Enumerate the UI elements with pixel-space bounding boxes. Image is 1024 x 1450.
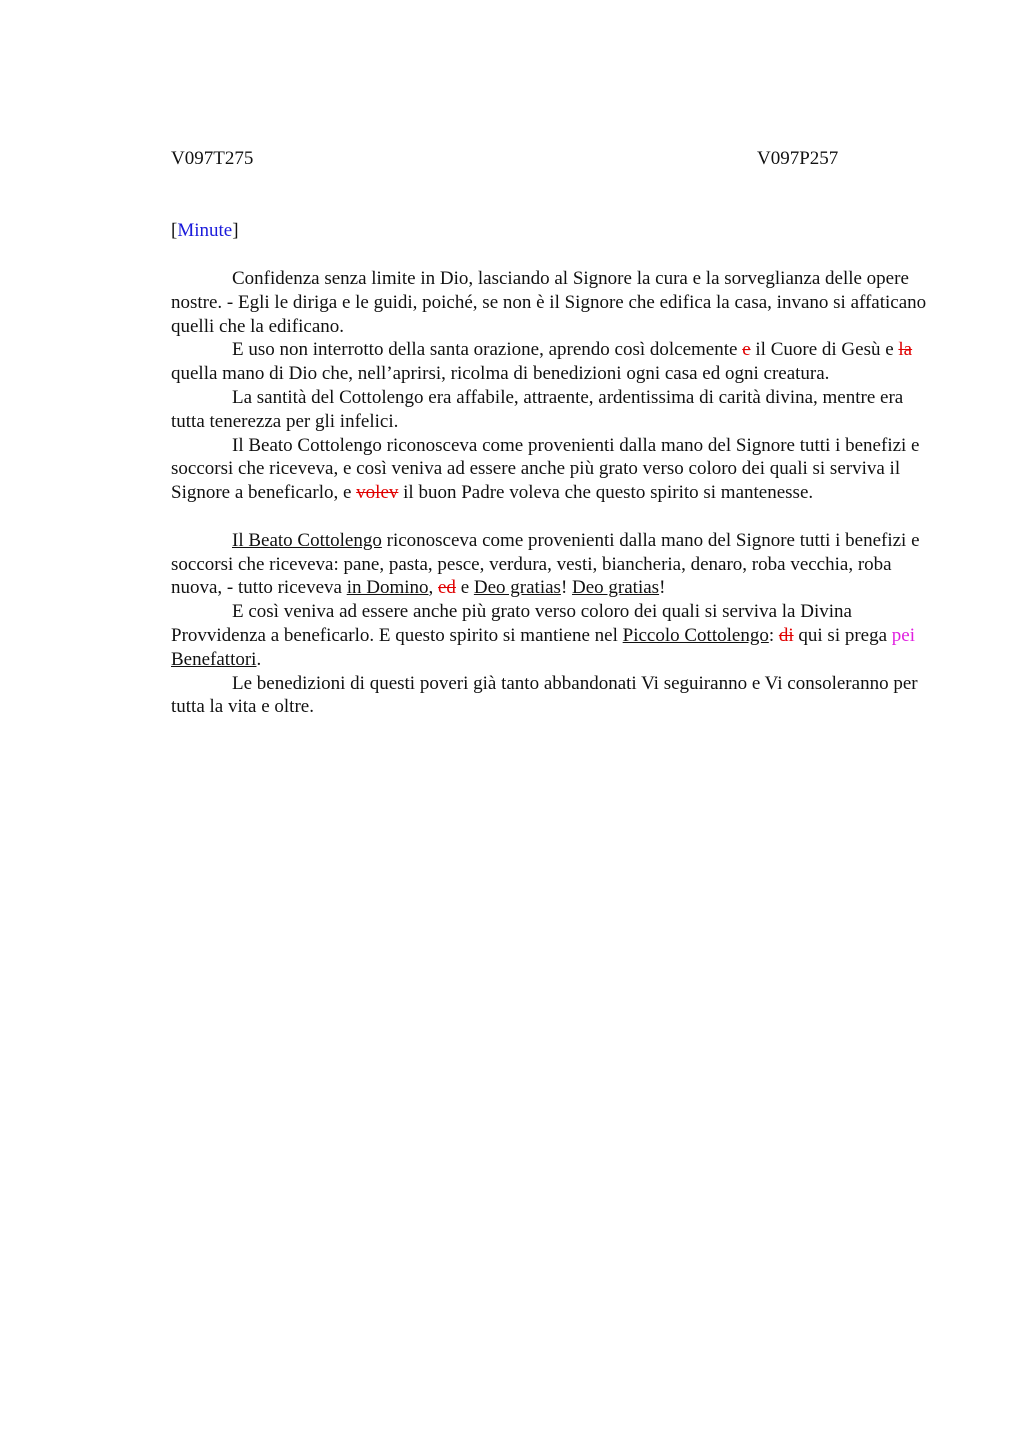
paragraph-3: La santità del Cottolengo era affabile, attraente, ardentissima di carità divina, mentre era tutta tenerezza per gli infelici.	[171, 386, 904, 432]
paragraph-5	[171, 529, 931, 600]
paragraph-1: Confidenza senza limite in Dio, lasciando al Signore la cura e la sorveglianza delle opere nostre. - Egli le diriga e le guidi, poiché, se non è il Signore che edifica la casa, invano si affaticano quelli che la edificano.	[171, 268, 927, 337]
underlined-text: Benefattori	[171, 648, 257, 670]
document-page	[171, 145, 931, 719]
paragraph-2-text-b: il Cuore di Gesù e	[750, 339, 899, 361]
paragraph-6-text-c: qui si prega	[793, 624, 892, 646]
paragraph-gap	[171, 505, 931, 529]
paragraph-4	[171, 434, 931, 505]
deleted-text: la	[898, 339, 913, 361]
underlined-text: Il Beato Cottolengo	[232, 529, 382, 551]
paragraph-4-text-b: il buon Padre voleva che questo spirito si mantenesse.	[398, 482, 814, 504]
label-open-bracket: [	[171, 220, 178, 241]
minute-label: Minute	[177, 220, 233, 241]
paragraph-6	[171, 600, 931, 671]
paragraph-4-text-a: Il Beato Cottolengo riconosceva come provenienti dalla mano del Signore tutti i benefizi e soccorsi che riceveva, e così veniva ad essere anche più grato verso coloro dei quali si serviva il Signore a beneficarlo, e	[171, 434, 920, 504]
document-header	[171, 145, 931, 173]
paragraph-5-text-e: !	[659, 577, 666, 599]
paragraph-5-text-c: e	[455, 577, 474, 599]
underlined-text: Deo gratias	[473, 577, 561, 599]
paragraph-6-text-b: :	[768, 624, 779, 646]
section-label	[171, 219, 931, 243]
paragraph-6-text-a: E così veniva ad essere anche più grato verso coloro dei quali si serviva la Divina Provvidenza a beneficarlo. E questo spirito si mantiene nel	[171, 601, 852, 646]
paragraph-6-text-e: .	[256, 648, 262, 670]
paragraph-2-text-a: E uso non interrotto della santa orazione, aprendo così dolcemente	[232, 339, 743, 361]
paragraph-5-text-b: ,	[428, 577, 438, 599]
paragraph-2-text-c: quella mano di Dio che, nell’aprirsi, ricolma di benedizioni ogni casa ed ogni creatura.	[171, 363, 830, 385]
paragraph-5-text-a: riconosceva come provenienti dalla mano del Signore tutti i benefizi e soccorsi che riceveva: pane, pasta, pesce, verdura, vesti, biancheria, denaro, roba vecchia, roba nuova, - tutto riceveva	[171, 529, 920, 599]
label-close-bracket: ]	[232, 220, 239, 241]
inserted-text: pei	[891, 624, 916, 646]
underlined-text: Deo gratias	[572, 577, 660, 599]
paragraph-2	[171, 338, 931, 386]
paragraph-7: Le benedizioni di questi poveri già tanto abbandonati Vi seguiranno e Vi consoleranno per tutta la vita e oltre.	[171, 672, 918, 718]
deleted-text: ed	[438, 577, 456, 599]
deleted-text: di	[778, 624, 794, 646]
document-code-right: V097P257	[757, 148, 839, 169]
underlined-text: in Domino	[346, 577, 429, 599]
deleted-text: e	[742, 339, 751, 361]
document-code-left: V097T275	[171, 148, 254, 169]
deleted-text: volev	[356, 482, 399, 504]
document-body	[171, 267, 931, 719]
paragraph-5-text-d: !	[560, 577, 573, 599]
underlined-text: Piccolo Cottolengo	[622, 624, 769, 646]
